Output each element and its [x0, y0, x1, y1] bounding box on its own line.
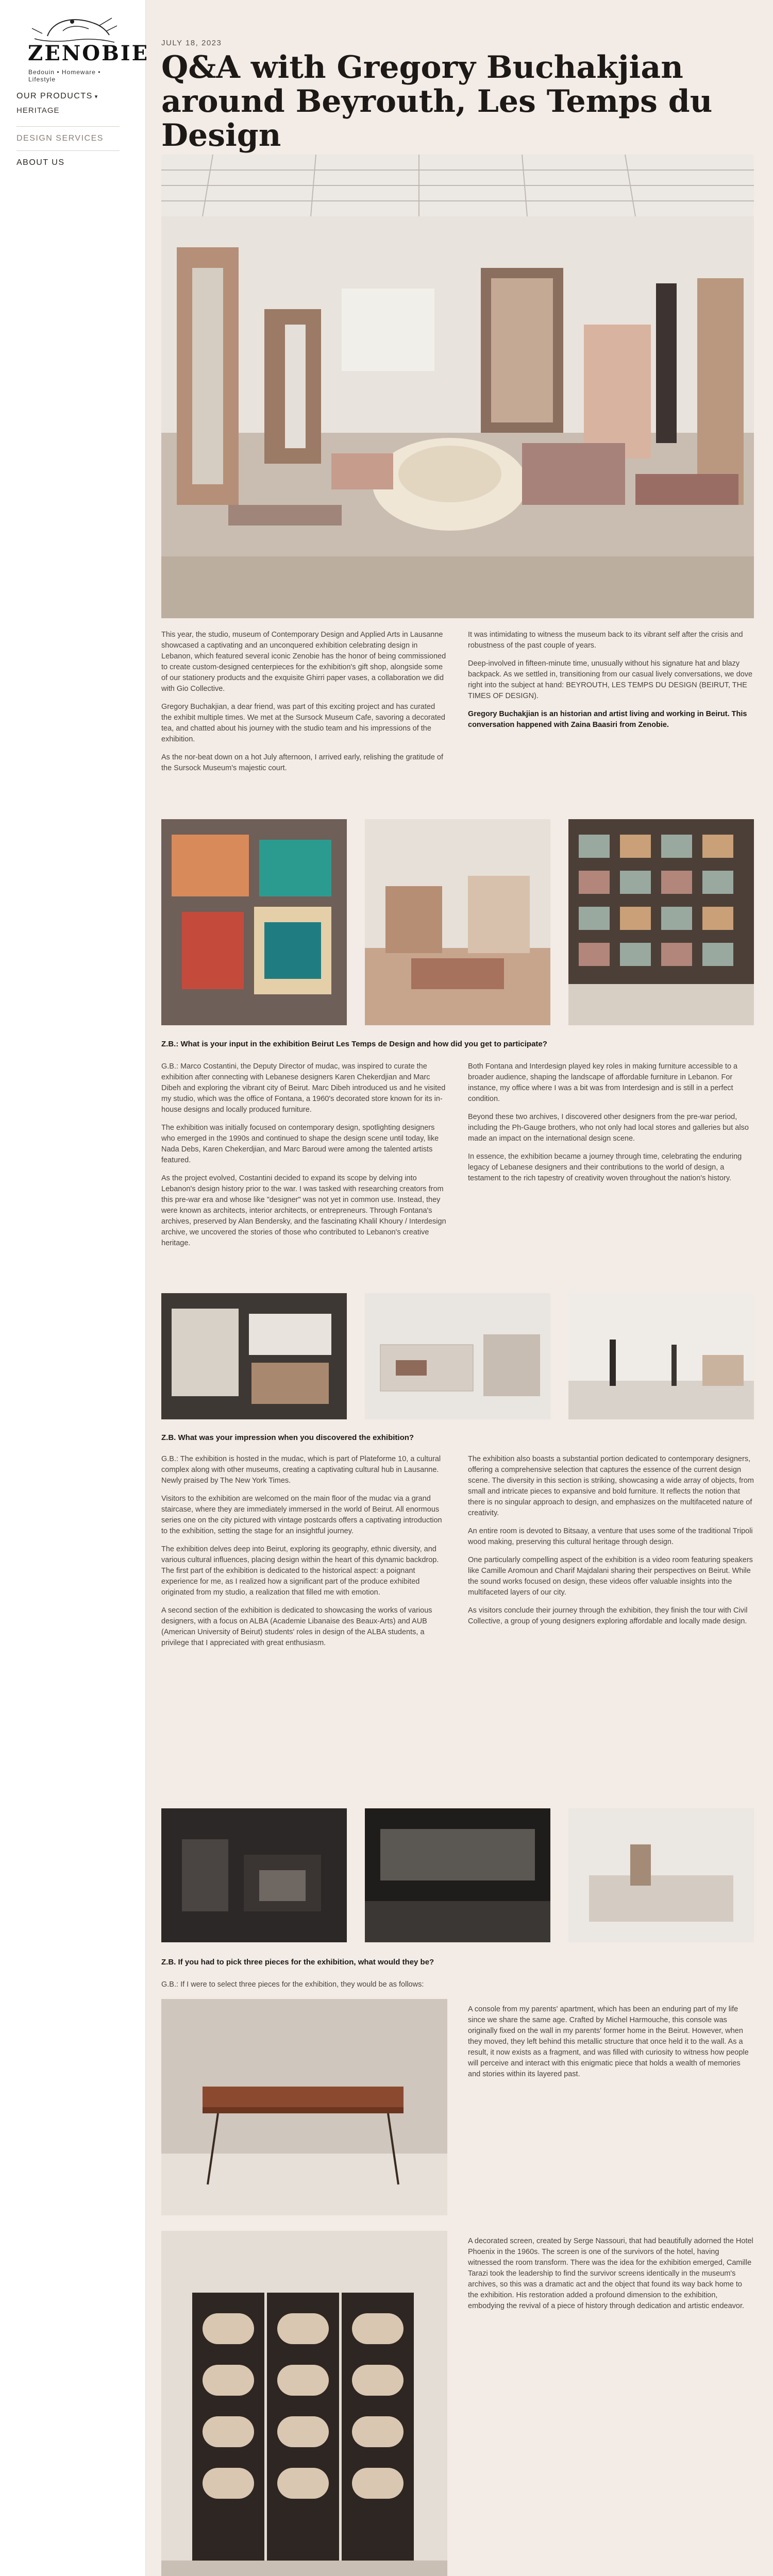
- question-3: Z.B. If you had to pick three pieces for the exhibition, what would they be?: [161, 1958, 434, 1967]
- chevron-down-icon: ▾: [94, 94, 98, 100]
- nav-our-products[interactable]: [16, 92, 135, 101]
- piece-2-description: A decorated screen, created by Serge Nassouri, that had beautifully adorned the Hotel Phoenix in the 1960s. The screen is one of the survivors of the hotel, having witnessed the room transform. There was the idea for the exhibition emerged, Camille Tarazi took the leadership to find the survivor screens identically in the museum's archives, so this was a dramatic act and the object that found its way back home to the exhibition. His restoration added a profound dimension to the exhibition, embodying the revival of a piece of history through dedication and artistic endeavor.: [468, 2237, 753, 2310]
- answer-paragraph: Both Fontana and Interdesign played key roles in making furniture accessible to a broader audience, shaping the landscape of affordable furniture in Lebanon. For instance, my office where I was a bit was from Interdesign and is still in a perfect condition.: [468, 1062, 738, 1103]
- answer-paragraph: Visitors to the exhibition are welcomed on the main floor of the mudac via a grand staircase, where they are immediately immersed in the world of Beirut. All enormous series one on the city pictured with vintage postcards offers a captivating introduction to the exhibition, setting the stage for an insightful journey.: [161, 1495, 442, 1535]
- hero-exhibition-photo: [161, 155, 754, 618]
- brand-wordmark: ZENOBIE: [28, 41, 149, 65]
- brand-tagline: Bedouin • Homeware • Lifestyle: [28, 69, 101, 83]
- answer-paragraph: In essence, the exhibition became a journey through time, celebrating the enduring legacy of Lebanese designers and their contributions to the world of design, a testament to the rich tapestry of creativity woven throughout the nation's history.: [468, 1153, 742, 1182]
- answer-2-right: [468, 1454, 754, 1634]
- answer-1-right: [468, 1061, 754, 1191]
- answer-paragraph: One particularly compelling aspect of the exhibition is a video room featuring speakers like Camille Aromoun and Charif Majdalani sharing their perspectives on Beirut. While the sound works focused on design, these videos offer valuable insights into the multifaceted layers of our city.: [468, 1556, 753, 1597]
- photo-harmouche-console: [161, 1999, 447, 2215]
- photo-gallery-vitrine: [568, 1808, 754, 1942]
- answer-paragraph: G.B.: The exhibition is hosted in the mudac, which is part of Plateforme 10, a cultural complex along with other museums, creating a captivating cultural hub in Lausanne. Newly praised by The New York Times.: [161, 1455, 441, 1485]
- nav-divider: [16, 150, 120, 151]
- answer-paragraph: A second section of the exhibition is dedicated to showcasing the works of various designers, with a focus on ALBA (Academie Libanaise des Beaux-Arts) and AUB (American University of Beirut) students' roles in design of the ALBA students, a privilege that I appreciated with great enthusiasm.: [161, 1606, 432, 1647]
- answer-paragraph: The exhibition delves deep into Beirut, exploring its geography, ethnic diversity, and various cultural influences, placing design within the heart of this dynamic backdrop. The first part of the exhibition is dedicated to the historical aspect: a poignant experience for me, as I realized how a significant part of the produce exhibited originated from my studio, a realization that filled me with emotion.: [161, 1545, 439, 1597]
- sidebar: [0, 0, 149, 2576]
- intro-right-column: [468, 630, 754, 738]
- intro-paragraph: It was intimidating to witness the museum back to its vibrant self after the crisis and robustness of the past couple of years.: [468, 631, 743, 650]
- main-navigation: [16, 92, 135, 175]
- photo-nassouri-screen: [161, 2231, 447, 2576]
- answer-paragraph: G.B.: Marco Costantini, the Deputy Director of mudac, was inspired to curate the exhibition after connecting with Lebanese designers Karen Chekerdjian and Marc Dibeh and exploring the vibrant city of Beirut. Marc Dibeh introduced us and he visited my studio, which was the office of Fontana, a 1960's decorated store known for its in-house designs and locally produced furniture.: [161, 1062, 446, 1114]
- piece-1-description: A console from my parents' apartment, which has been an enduring part of my life since we share the same age. Crafted by Michel Harmouche, this console was originally fixed on the wall in my parents' former home in the Beirut. However, when they moved, they left behind this metallic structure that once held it to the wall. As a result, it now exists as a fragment, and was filled with curiosity to witness how people will perceive and interact with this enigmatic piece that holds a wealth of memories and stories within its layered past.: [468, 2005, 749, 2078]
- answer-paragraph: An entire room is devoted to Bitsaay, a venture that uses some of the traditional Tripoli wood making, preserving this cultural heritage through design.: [468, 1527, 753, 1546]
- photo-postcard-wall: [568, 819, 754, 1025]
- answer-2-left: [161, 1454, 447, 1656]
- nav-our-products-label: OUR PRODUCTS: [16, 92, 93, 100]
- intro-paragraph: This year, the studio, museum of Contemporary Design and Applied Arts in Lausanne showcased a captivating and an unconquered exhibition celebrating design in Lebanon, which featured several iconic Zenobie has the honor of being commissioned to create custom-designed centerpieces for the exhibition's gift shop, alongside some of our stationery products and the exquisite Ghirri paper vases, a collaboration we did with Gio Collective.: [161, 631, 446, 693]
- answer-paragraph: As the project evolved, Costantini decided to expand its scope by delving into Lebanon's design history prior to the war. I was tasked with researching creators from this pre-war era and whose like "designer" was not yet in common use. Instead, they were known as architects, interior architects, or entrepreneurs. Through Fontana's archives, preserved by Alan Bendersky, and the fascinating Khalil Khoury / Interdesign archive, we uncovered the stories of those who contributed to Lebanon's creative heritage.: [161, 1174, 446, 1247]
- photo-video-room: [365, 1808, 550, 1942]
- photo-visitors-hall: [568, 1293, 754, 1419]
- answer-paragraph: The exhibition also boasts a substantial portion dedicated to contemporary designers, offering a comprehensive selection that captures the essence of the current design scene. The diversity in this section is striking, showcasing a wide array of objects, from small and intricate pieces to expansive and bold furniture. It reflects the notion that there is no singular approach to design, and emphasizes on the multifaceted nature of creativity.: [468, 1455, 754, 1517]
- nav-design-services[interactable]: DESIGN SERVICES: [16, 134, 104, 143]
- intro-paragraph: Gregory Buchakjian, a dear friend, was part of this exciting project and has curated the exhibit multiple times. We met at the Sursock Museum Cafe, savoring a decorated tea, and chatted about his journey with the studio team and his impressions of the exhibition.: [161, 703, 445, 743]
- answer-paragraph: As visitors conclude their journey through the exhibition, they finish the tour with Civil Collective, a group of young designers exploring affordable and locally made design.: [468, 1606, 748, 1625]
- nav-heritage[interactable]: HERITAGE: [16, 106, 60, 115]
- intro-paragraph: As the nor-beat down on a hot July afternoon, I arrived early, relishing the gratitude of the Sursock Museum's majestic court.: [161, 753, 444, 772]
- article: [161, 0, 758, 2576]
- answer-1-left: [161, 1061, 447, 1256]
- intro-author-note: Gregory Buchakjian is an historian and artist living and working in Beirut. This conversation happened with Zaina Baasiri from Zenobie.: [468, 710, 747, 729]
- intro-paragraph: Deep-involved in fifteen-minute time, unusually without his signature hat and blazy backpack. As we settled in, transitioning from our casual lively conversations, we dove right into the subject at hand: BEYROUTH, LES TEMPS DU DESIGN (BEIRUT, THE TIMES OF DESIGN).: [468, 659, 753, 700]
- photo-vitrines: [365, 1293, 550, 1419]
- article-title: Q&A with Gregory Buchakjian around Beyrouth, Les Temps du Design: [161, 49, 713, 154]
- intro-left-column: [161, 630, 447, 781]
- question-2: Z.B. What was your impression when you discovered the exhibition?: [161, 1433, 414, 1442]
- photo-dark-installation: [161, 1808, 347, 1942]
- article-date: JULY 18, 2023: [161, 39, 222, 47]
- photo-stationery-display: [161, 819, 347, 1025]
- brand-logo[interactable]: [11, 10, 149, 83]
- answer-3-intro: G.B.: If I were to select three pieces for the exhibition, they would be as follows:: [161, 1980, 424, 1989]
- photo-gallery-room: [365, 819, 550, 1025]
- answer-paragraph: Beyond these two archives, I discovered other designers from the pre-war period, including the Ph-Gauge brothers, who not only had local stores and galleries but also made an impact on the international design scene.: [468, 1113, 749, 1143]
- nav-divider: [16, 126, 120, 127]
- photo-archive-documents: [161, 1293, 347, 1419]
- nav-about-us[interactable]: ABOUT US: [16, 158, 65, 167]
- question-1: Z.B.: What is your input in the exhibition Beirut Les Temps de Design and how did you get to participate?: [161, 1040, 547, 1048]
- answer-paragraph: The exhibition was initially focused on contemporary design, spotlighting designers who emerged in the 1990s and continued to shape the design scene until today, like Nada Debs, Karen Chekerdjian, and Marc Baroud were among the talented artists featured.: [161, 1124, 439, 1164]
